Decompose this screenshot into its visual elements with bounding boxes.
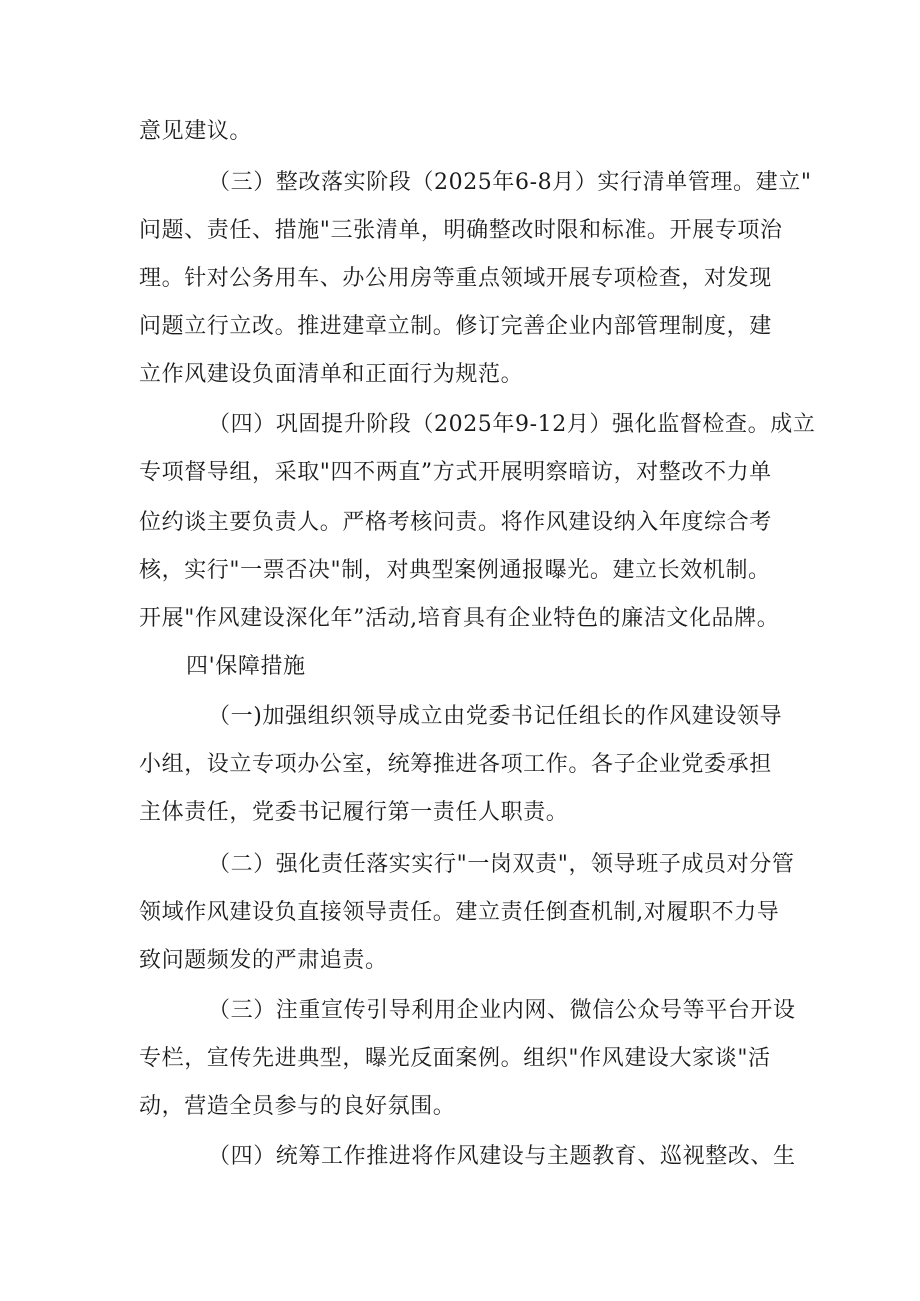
text-line: （一)加强组织领导成立由党委书记任组长的作风建设领导 — [208, 704, 783, 729]
text-line: （四）统筹工作推进将作风建设与主题教育、巡视整改、生 — [208, 1144, 796, 1169]
text-line: （四）巩固提升阶段（2025年9-12月）强化监督检查。成立 — [208, 412, 816, 437]
text-line: 核，实行"一票否决"制，对典型案例通报曝光。建立长效机制。 — [139, 558, 771, 583]
text-line: 领域作风建设负直接领导责任。建立责任倒查机制,对履职不力导 — [139, 900, 780, 925]
text-line: 专栏，宣传先进典型，曝光反面案例。组织"作风建设大家谈"活 — [139, 1046, 771, 1071]
text-line: 意见建议。 — [139, 119, 253, 144]
text-line: （三）整改落实阶段（2025年6-8月）实行清单管理。建立" — [208, 170, 812, 195]
text-line: （三）注重宣传引导利用企业内网、微信公众号等平台开设 — [208, 998, 796, 1023]
text-line: 问题立行立改。推进建章立制。修订完善企业内部管理制度，建 — [139, 314, 772, 339]
text-line: 专项督导组，采取"四不两直”方式开展明察暗访，对整改不力单 — [139, 460, 772, 485]
text-line: 理。针对公务用车、办公用房等重点领域开展专项检查，对发现 — [139, 266, 772, 291]
text-line: 主体责任，党委书记履行第一责任人职责。 — [139, 800, 569, 825]
text-line: 动，营造全员参与的良好氛围。 — [139, 1094, 456, 1119]
text-line: （二）强化责任落实实行"一岗双责"，领导班子成员对分管 — [208, 852, 795, 877]
text-line: 致问题频发的严肃追责。 — [139, 948, 388, 973]
text-line: 小组，设立专项办公室，统筹推进各项工作。各子企业党委承担 — [139, 752, 772, 777]
text-line: 立作风建设负面清单和正面行为规范。 — [139, 362, 524, 387]
section-heading: 四'保障措施 — [186, 654, 306, 679]
text-line: 位约谈主要负责人。严格考核问责。将作风建设纳入年度综合考 — [139, 510, 772, 535]
text-line: 问题、责任、措施"三张清单，明确整改时限和标准。开展专项治 — [139, 218, 783, 243]
text-line: 开展"作风建设深化年”活动,培育具有企业特色的廉洁文化品牌。 — [139, 606, 780, 631]
